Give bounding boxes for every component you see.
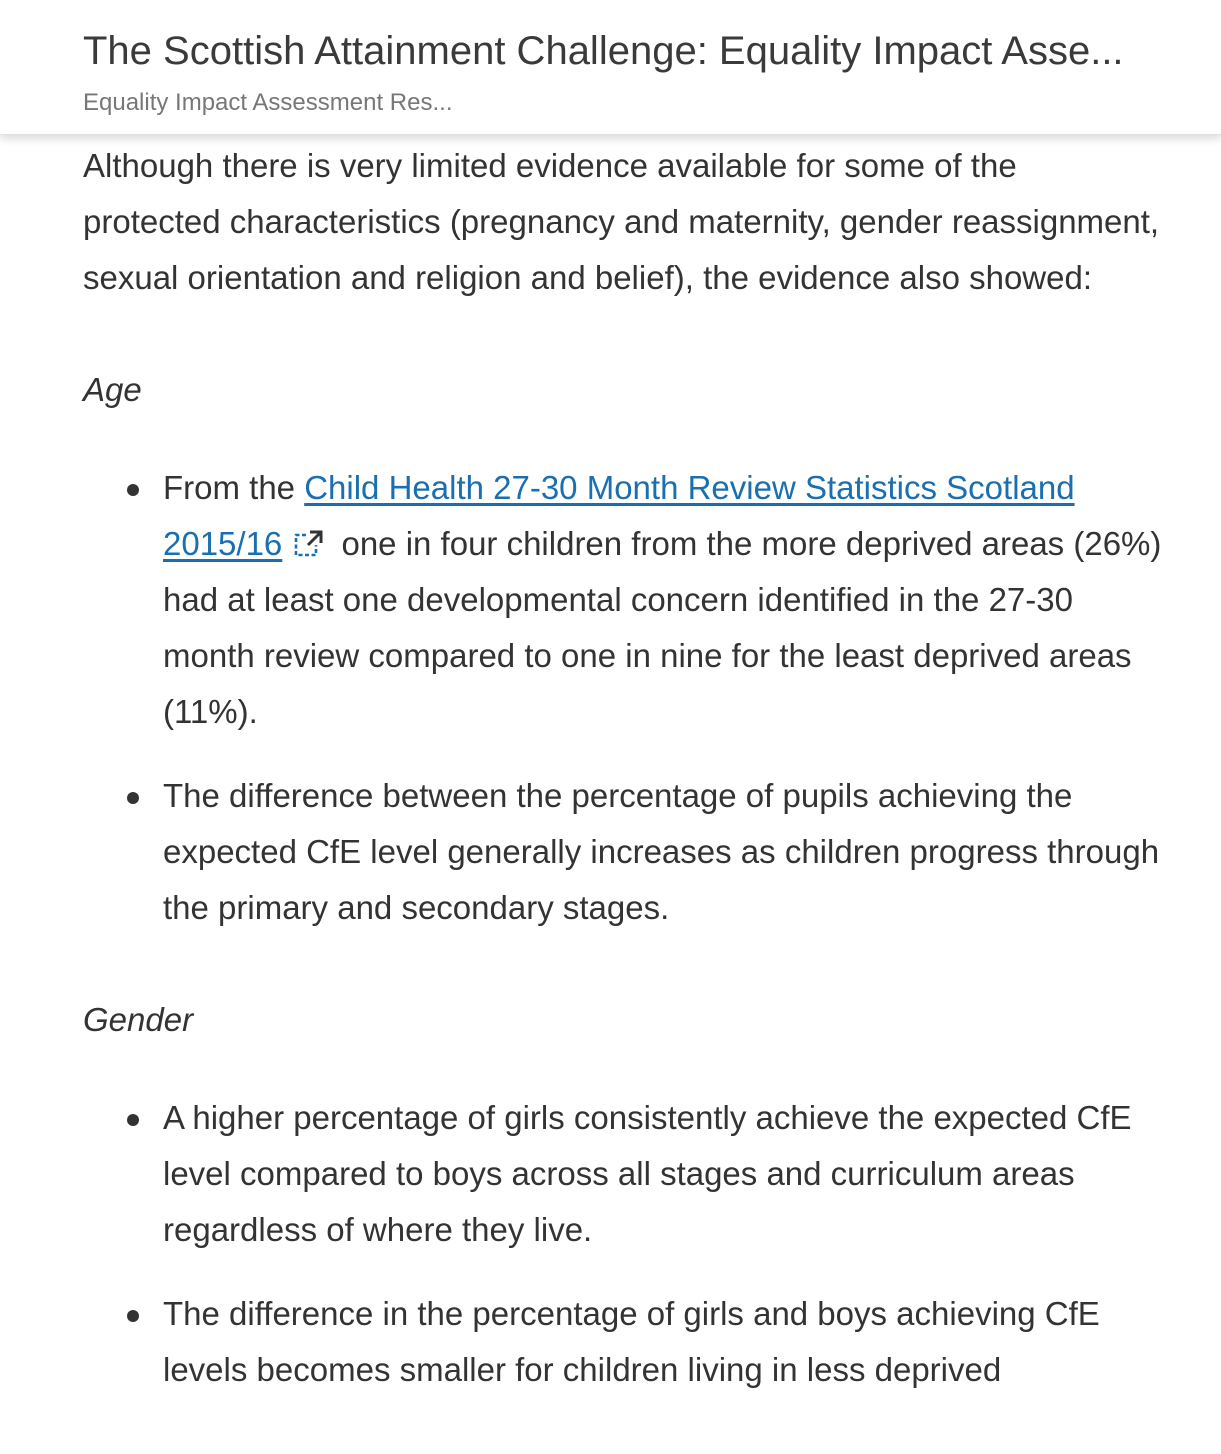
external-link-icon[interactable] [292, 529, 326, 559]
document-title: The Scottish Attainment Challenge: Equality Impact Asse... [83, 29, 1124, 73]
section-heading-gender: Gender [83, 1001, 194, 1038]
section-heading-age: Age [83, 371, 142, 408]
document-body [83, 138, 1163, 1426]
bullet-text-suffix: one in four children from the more deprived areas (26%) had at least one developmental concern identified in the 27-30 month review compared to one in nine for the least deprived areas (11%). [163, 525, 1162, 730]
list-item [163, 460, 1163, 740]
document-header [0, 0, 1221, 135]
child-health-statistics-link[interactable]: Child Health 27-30 Month Review Statistics Scotland 2015/16 [163, 469, 1075, 562]
gender-bullet-list [83, 1090, 1163, 1398]
list-item: The difference between the percentage of pupils achieving the expected CfE level generally increases as children progress through the primary and secondary stages. [163, 768, 1163, 936]
list-item: A higher percentage of girls consistently achieve the expected CfE level compared to boys across all stages and curriculum areas regardless of where they live. [163, 1090, 1163, 1258]
intro-paragraph: Although there is very limited evidence available for some of the protected characteristics (pregnancy and maternity, gender reassignment, sexual orientation and religion and belief), the evidence also showed: [83, 147, 1160, 296]
document-subtitle: Equality Impact Assessment Res... [83, 89, 453, 116]
bullet-text-prefix: From the [163, 469, 305, 506]
age-bullet-list [83, 460, 1163, 936]
list-item: The difference in the percentage of girls and boys achieving CfE levels becomes smaller for children living in less deprived [163, 1286, 1163, 1398]
